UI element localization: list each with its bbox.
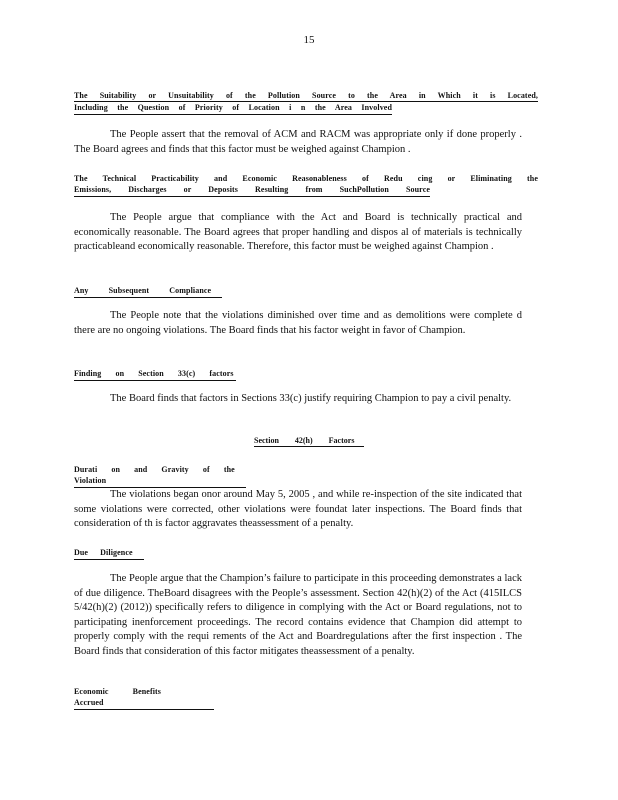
heading-due-diligence: Due Diligence (74, 547, 538, 560)
heading-technical (74, 173, 538, 197)
heading-finding-33c: Finding on Section 33(c) factors (74, 368, 538, 381)
heading-technical-line2: Emissions, Discharges or Deposits Resulting from SuchPollution Source (74, 184, 430, 197)
page-number: 15 (303, 34, 315, 46)
paragraph-technical: The People argue that compliance with the Act and Board is technically practical and economically reasonable. The Board agrees that proper handling and dispos al of materials is technically practicableand economically reasonable. Therefore, this factor must be weighed against Champion . (74, 212, 522, 252)
heading-suitability-line1: The Suitability or Unsuitability of the Pollution Source to the Area in Which it is Located, (74, 91, 538, 100)
heading-economic-benefits: Economic Benefits Accrued (74, 686, 538, 710)
paragraph-suitability: The People assert that the removal of ACM and RACM was appropriate only if done properly . The Board agrees and finds that this factor must be weighed against Champion . (74, 129, 522, 155)
heading-subsequent-compliance: Any Subsequent Compliance (74, 285, 538, 298)
heading-suitability-line2: Including the Question of Priority of Location i n the Area Involved (74, 102, 392, 115)
heading-technical-line1: The Technical Practicability and Economic Reasonableness of Redu cing or Eliminating the (74, 174, 538, 183)
heading-section-42h: Section 42(h) Factors (0, 436, 618, 447)
paragraph-duration-gravity: The violations began onor around May 5, 2005 , and while re-inspection of the site indicated that some violations were corrected, other violations were foundat later inspections. The Board finds that consideration of th is factor aggravates theassessment of a penalty. (74, 489, 522, 529)
paragraph-finding-33c: The Board finds that factors in Sections 33(c) justify requiring Champion to pay a civil penalty. (110, 393, 512, 404)
heading-duration-gravity: Durati on and Gravity of the Violation (74, 464, 538, 488)
paragraph-due-diligence: The People argue that the Champion’s failure to participate in this proceeding demonstrates a lack of due diligence. TheBoard disagrees with the People’s assessment. Section 42(h)(2) of the Act (415ILCS 5/42(h)(2) (2012)) specifically refers to diligence in complying with the Act or Board regulations, not to participating inenforcement proceedings. The record contains evidence that Champion did attempt to properly comply with the requi rements of the Act and Boardregulations after the first inspection . The Board finds that consideration of this factor mitigates theassessment of a penalty. (74, 573, 522, 657)
heading-suitability (74, 90, 538, 115)
paragraph-subsequent-compliance: The People note that the violations diminished over time and as demolitions were complete d there are no ongoing violations. The Board finds that his factor weight in favor of Champion. (74, 310, 522, 336)
